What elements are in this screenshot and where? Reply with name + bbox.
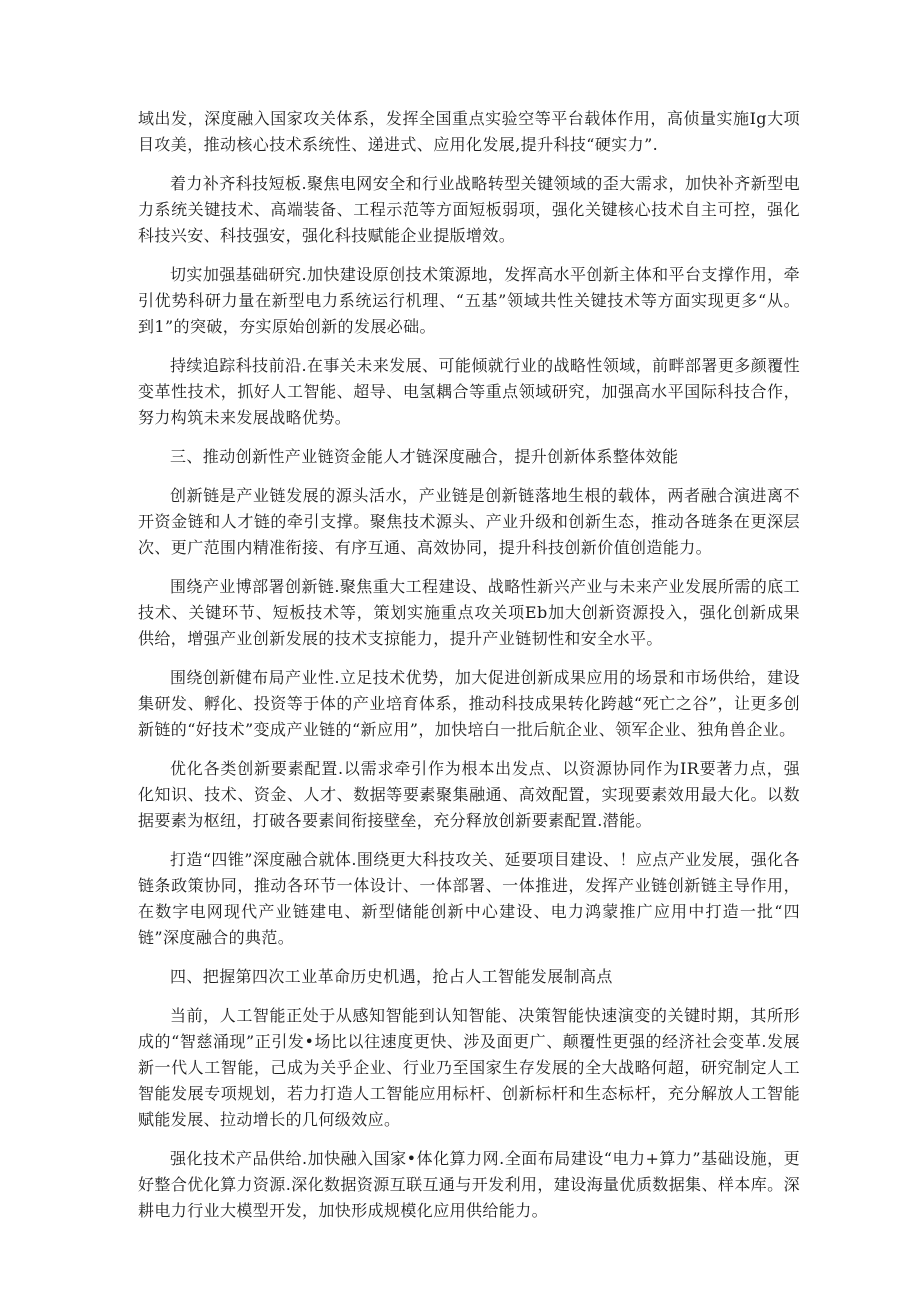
paragraph-ai-current: 当前，人工智能正处于从感知智能到认知智能、决策智能快速演变的关键时期，其所形成的“智慈涌现”正引发•场比以往速度更快、涉及面更广、颠覆性更强的经济社会变革.发展新一代人工智能，己成为关乎企业、行业乃至国家生存发展的全大战略何超，研究制定人工智能发展专项规划，若力打造人工智能应用标杆、创新标杆和生态标杆，充分解放人工智能赋能发展、拉动增长的几何级效应。 (138, 1006, 800, 1129)
paragraph-tech-supply: 强化技术产品供给.加快融入国家•体化算力网.全面布局建设“电力+算力”基础设施，更好整合优化算力资源.深化数据资源互联互通与开发利用，建设海量优质数据集、样本库。深耕电力行业大模型开发，加快形成规模化应用供给能力。 (138, 1149, 800, 1220)
paragraph-industry-chain-deploy: 围绕产业博部署创新链.聚焦重大工程建设、战略性新兴产业与未来产业发展所需的底工技术、关键环节、短板技术等，策划实施重点攻关项Eb加大创新资源投入，强化创新成果供给，增强产业创新发展的技术支掠能力，提升产业链韧性和安全水平。 (138, 577, 800, 648)
section-heading-four: 四、把握第四次工业革命历史机遇，抢占人工智能发展制高点 (170, 967, 613, 986)
paragraph-four-chains: 打造“四锥”深度融合就体.围绕更大科技攻关、延要项目建设、！应点产业发展，强化各链条政策协同，推动各环节一体设计、一体部署、一体推进，发挥产业链创新链主导作用，在数字电网现代产业链建电、新型储能创新中心建设、电力鸿蒙推广应用中打造一批“四链”深度融合的典范。 (138, 850, 800, 947)
paragraph-tech-shortboard: 着力补齐科技短板.聚焦电网安全和行业战略转型关键领域的歪大需求，加快补齐新型电力系统关键技术、高端装备、工程示范等方面短板弱项，强化关键核心技术自主可控，强化科技兴安、科技强安，强化科技赋能企业提版增效。 (138, 174, 800, 245)
document-body (138, 106, 800, 1237)
paragraph-innovation-elements: 优化各类创新要素配置.以需求牵引作为根本出发点、以资源协同作为IR要著力点，强化知识、技术、资金、人才、数据等要素聚集融通、高效配置，实现要素效用最大化。以数据要素为枢纽，打破各要素间衔接壁垒，充分释放创新要素配置.潜能。 (138, 759, 800, 830)
paragraph-innovation-chain: 创新链是产业链发展的源头活水，产业链是创新链落地生根的载体，两者融合演进离不开资金链和人才链的牵引支撑。聚焦技术源头、产业升级和创新生态，推动各琏条在更深层次、更广范围内精准衔接、有序互通、高效协同，提升科技创新价值创造能力。 (138, 486, 800, 557)
paragraph-continuation: 域出发，深度融入国家攻关体系，发挥全国重点实验空等平台载体作用，高侦量实施Ig大项目攻美，推动核心技术系统性、递进式、应用化发展,提升科技“硬实力”. (138, 109, 800, 154)
section-heading-three: 三、推动创新性产业链资金能人才链深度融合，提升创新体系整体效能 (170, 447, 679, 466)
paragraph-basic-research: 切实加强基础研究.加快建设原创技术策源地，发挥高水平创新主体和平台支撑作用，牵引优势科研力量在新型电力系统运行机理、“五基”领域共性关键技术等方面实现更多“从。到1”的突破，夯实原始创新的发展必础。 (138, 265, 800, 336)
paragraph-tech-frontier: 持续追踪科技前沿.在事关未来发展、可能倾就行业的战略性领域，前畔部署更多颜覆性变革性技术，抓好人工智能、超导、电氢耦合等重点领域研究，加强高水平国际科技合作，努力构筑未来发展战略优势。 (138, 356, 800, 427)
paragraph-industry-layout: 围绕创新健布局产业性.立足技术优势，加大促进创新成果应用的场景和市场供给，建设集研发、孵化、投资等于体的产业培育体系，推动科技成果转化跨越“死亡之谷”，让更多创新链的“好技术”变成产业链的“新应用”，加快培白一批后航企业、领军企业、独角兽企业。 (138, 668, 800, 739)
